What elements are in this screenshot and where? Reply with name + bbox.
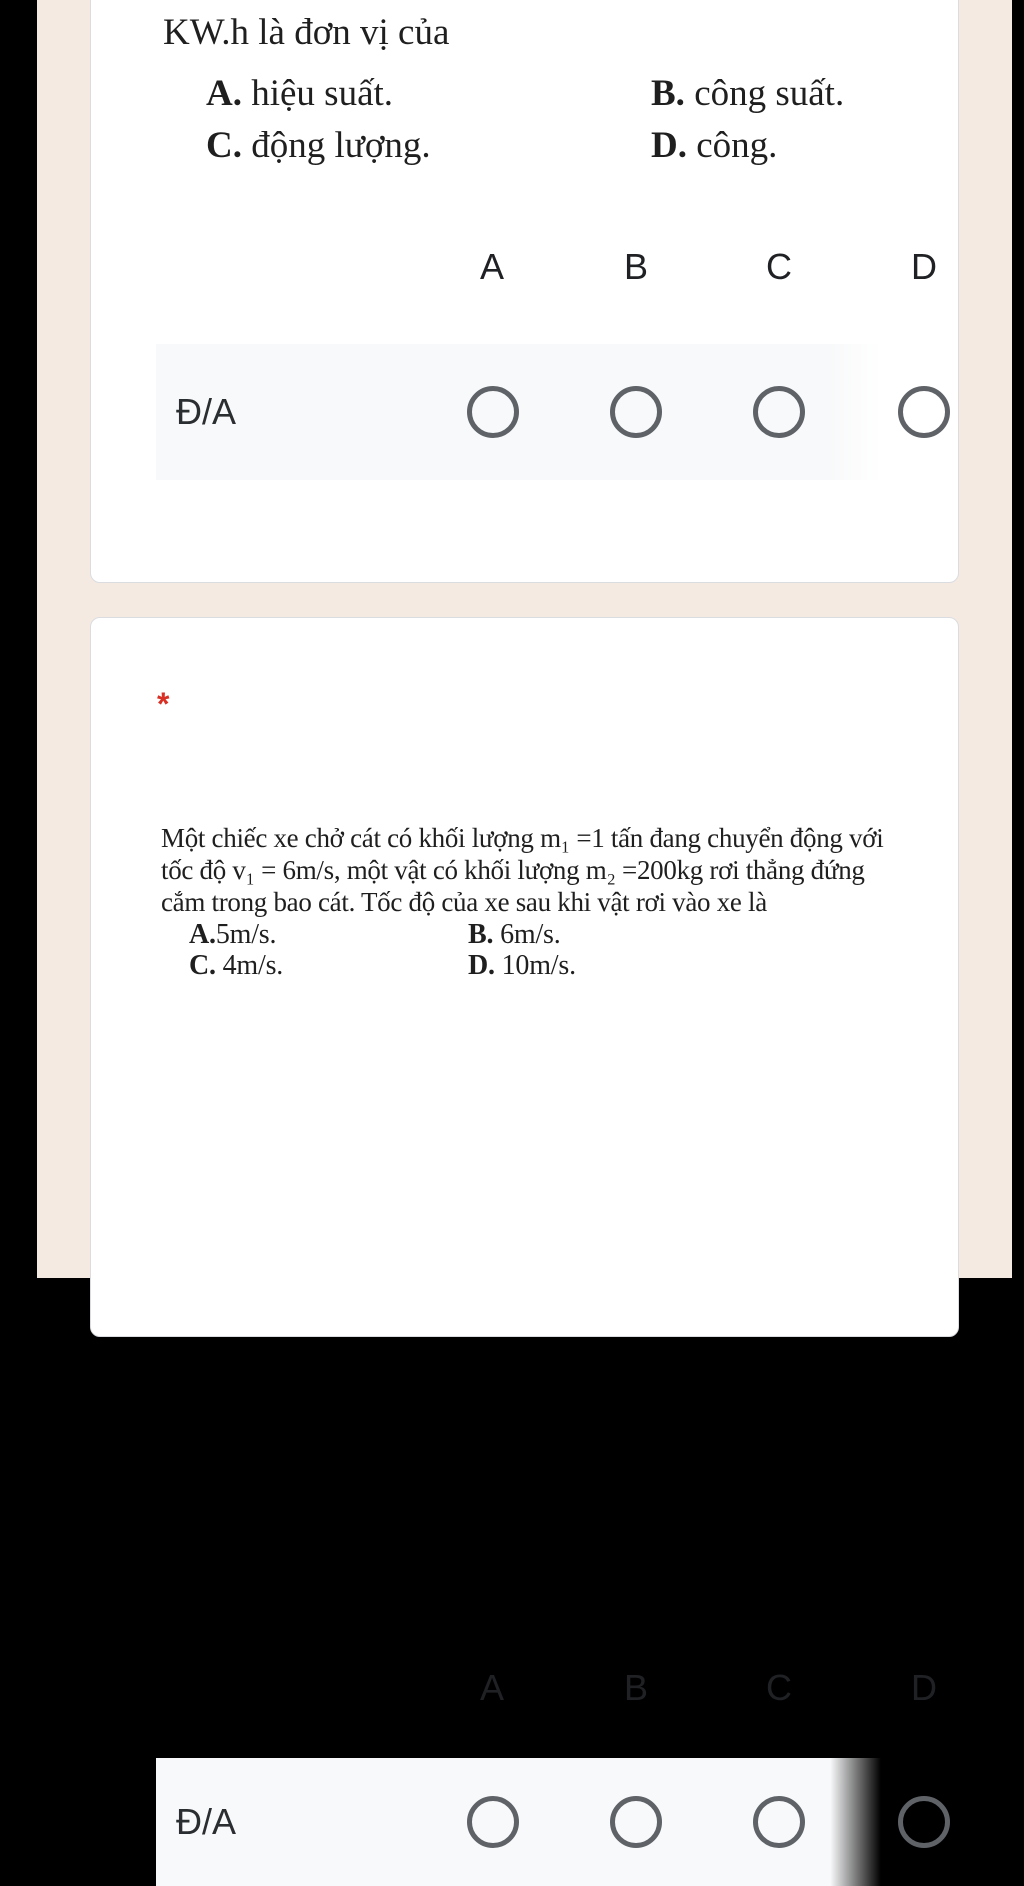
answer-row — [156, 1758, 881, 1886]
answer-grid-headers — [91, 247, 958, 287]
right-black-bar — [1012, 0, 1024, 1278]
grid-column-header-b: B — [623, 1667, 649, 1708]
option-text: động lượng. — [241, 125, 431, 166]
grid-column-header-a: A — [479, 246, 505, 287]
question-1-title: KW.h là đơn vị của — [163, 12, 450, 53]
grid-column-header-a: A — [479, 1667, 505, 1708]
grid-column-header-c: C — [766, 246, 792, 287]
left-black-bar — [0, 0, 37, 1278]
question-1-option-d — [651, 125, 777, 167]
option-text: 5m/s. — [215, 919, 277, 950]
q1-answer-radio-b[interactable] — [610, 386, 662, 438]
option-letter: C. — [189, 950, 216, 981]
option-text: 10m/s. — [494, 950, 576, 981]
question-2-option-d — [468, 951, 576, 981]
option-letter: A. — [189, 919, 216, 950]
grid-column-header-d: D — [911, 1667, 937, 1708]
option-text: công suất. — [684, 73, 845, 114]
question-2-body-line-1: Một chiếc xe chở cát có khối lượng m₁ =1 tấn đang chuyển động với — [161, 823, 884, 853]
grid-column-header-d: D — [911, 246, 937, 287]
question-1-option-b — [651, 73, 844, 115]
q2-answer-radio-a[interactable] — [467, 1796, 519, 1848]
question-1-option-c — [206, 125, 431, 167]
q1-answer-radio-c[interactable] — [753, 386, 805, 438]
question-2-body — [161, 822, 883, 918]
q1-answer-radio-d[interactable] — [898, 386, 950, 438]
grid-column-header-b: B — [623, 246, 649, 287]
option-letter: A. — [206, 73, 242, 114]
option-letter: B. — [651, 73, 685, 114]
option-letter: D. — [468, 950, 495, 981]
option-text: 6m/s. — [493, 919, 561, 950]
q2-answer-radio-b[interactable] — [610, 1796, 662, 1848]
option-letter: D. — [651, 125, 687, 166]
answer-row-label: Đ/A — [176, 391, 237, 432]
option-text: hiệu suất. — [241, 73, 394, 114]
grid-column-header-c: C — [766, 1667, 792, 1708]
required-asterisk: * — [157, 686, 170, 722]
question-card-2 — [90, 617, 959, 1842]
form-background — [37, 0, 1012, 1842]
question-2-body-line-3: cắm trong bao cát. Tốc độ của xe sau khi vật rơi vào xe là — [161, 887, 767, 917]
question-2-body-line-2: tốc độ v₁ = 6m/s, một vật có khối lượng m₂ =200kg rơi thẳng đứng — [161, 855, 865, 885]
answer-row — [156, 344, 881, 480]
option-text: 4m/s. — [215, 950, 284, 981]
question-card-1 — [90, 0, 959, 583]
answer-grid-headers — [91, 1668, 958, 1708]
question-1-option-a — [206, 73, 393, 115]
question-2-option-c — [189, 951, 283, 981]
q2-answer-radio-d[interactable] — [898, 1796, 950, 1848]
answer-row-label: Đ/A — [176, 1801, 237, 1842]
question-2-option-a — [189, 920, 276, 950]
q1-answer-radio-a[interactable] — [467, 386, 519, 438]
question-2-option-b — [468, 920, 561, 950]
option-letter: C. — [206, 125, 242, 166]
option-letter: B. — [468, 919, 494, 950]
q2-answer-radio-c[interactable] — [753, 1796, 805, 1848]
option-text: công. — [686, 125, 778, 166]
